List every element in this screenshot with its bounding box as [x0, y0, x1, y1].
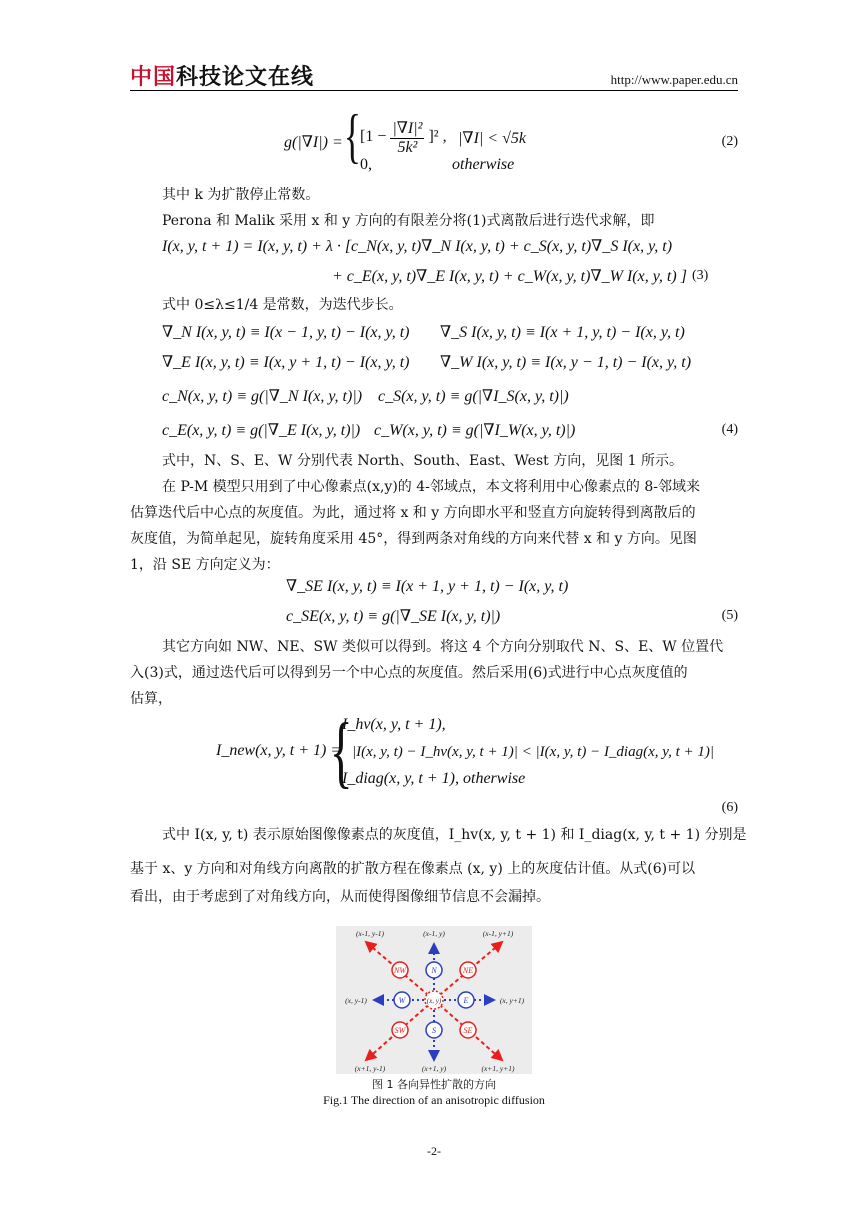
eq6-case2: I_diag(x, y, t + 1), otherwise [342, 770, 526, 787]
eq4-row3-a: c_N(x, y, t) ≡ g(|∇_N I(x, y, t)|) [162, 388, 363, 405]
node-sw-label: SW [394, 1026, 406, 1035]
anisotropic-diffusion-figure [336, 926, 532, 1074]
node-e-label: E [463, 996, 469, 1005]
coord-sw: (x+1, y-1) [354, 1064, 386, 1073]
eq3-line2: + c_E(x, y, t)∇_E I(x, y, t) + c_W(x, y, t)∇_W I(x, y, t) ] [332, 268, 687, 285]
coord-se: (x+1, y+1) [481, 1064, 515, 1073]
eq3-line1: I(x, y, t + 1) = I(x, y, t) + λ · [c_N(x, y, t)∇_N I(x, y, t) + c_S(x, y, t)∇_S I(x, y, t) [162, 238, 673, 255]
eq2-brace: { [343, 103, 362, 169]
para-lambda: 式中 0≤λ≤1/4 是常数，为迭代步长。 [162, 297, 403, 313]
node-center-label: (x, y) [426, 997, 442, 1005]
eq2-lhs: g(|∇I|) = [284, 134, 343, 151]
para-8neighbor-line4: 1，沿 SE 方向定义为： [130, 557, 280, 573]
eq2-case2: 0, [360, 156, 372, 173]
eq4-row4-b: c_W(x, y, t) ≡ g(|∇I_W(x, y, t)|) [374, 422, 576, 439]
para-perona-malik: Perona 和 Malik 采用 x 和 y 方向的有限差分将(1)式离散后进行迭代求解，即 [162, 213, 655, 229]
eq6-case1-cond: |I(x, y, t) − I_hv(x, y, t + 1)| < |I(x, y, t) − I_diag(x, y, t + 1)| [352, 744, 714, 760]
eq2-frac-den: 5k² [397, 139, 418, 156]
eq2-number: (2) [721, 134, 738, 149]
eq4-row4-a: c_E(x, y, t) ≡ g(|∇_E I(x, y, t)|) [162, 422, 361, 439]
coord-n: (x-1, y) [423, 929, 445, 938]
para-other-dirs-line1: 其它方向如 NW、NE、SW 类似可以得到。将这 4 个方向分别取代 N、S、E、W 位置代 [162, 639, 724, 655]
para-explain-line3: 看出，由于考虑到了对角线方向，从而使得图像细节信息不会漏掉。 [130, 889, 550, 905]
node-se-label: SE [463, 1026, 473, 1035]
journal-logo: 中国科技论文在线 [130, 65, 315, 90]
coord-s: (x+1, y) [421, 1064, 447, 1073]
node-ne-label: NE [462, 966, 474, 975]
coord-nw: (x-1, y-1) [356, 929, 384, 938]
eq6-number: (6) [721, 800, 738, 815]
figure-caption-cn: 图 1 各向异性扩散的方向 [372, 1078, 496, 1091]
node-s-label: S [432, 1026, 436, 1035]
eq5-line2: c_SE(x, y, t) ≡ g(|∇_SE I(x, y, t)|) [286, 608, 501, 625]
eq6-brace: { [329, 708, 353, 796]
coord-w: (x, y-1) [345, 996, 367, 1005]
eq2-frac-num: |∇I|² [392, 120, 423, 137]
para-8neighbor-line3: 灰度值，为简单起见，旋转角度采用 45°，得到两条对角线的方向来代替 x 和 y 方向。见图 [130, 531, 697, 547]
eq2-case1-cond: |∇I| < √5k [458, 130, 526, 147]
eq3-number: (3) [692, 268, 709, 283]
eq6-lhs: I_new(x, y, t + 1) = [216, 742, 342, 759]
para-other-dirs-line2: 入(3)式，通过迭代后可以得到另一个中心点的灰度值。然后采用(6)式进行中心点灰度值的 [130, 665, 688, 681]
page-number: -2- [427, 1144, 441, 1158]
node-nw-label: NW [394, 966, 406, 975]
eq4-row1-b: ∇_S I(x, y, t) ≡ I(x + 1, y, t) − I(x, y, t) [440, 324, 685, 341]
eq5-number: (5) [721, 608, 738, 623]
node-w-label: W [398, 996, 406, 1005]
para-8neighbor-line1: 在 P-M 模型只用到了中心像素点(x,y)的 4-邻域点，本文将利用中心像素点的 8-邻域来 [162, 479, 700, 495]
eq4-row2-a: ∇_E I(x, y, t) ≡ I(x, y + 1, t) − I(x, y, t) [162, 354, 410, 371]
para-k: 其中 k 为扩散停止常数。 [162, 187, 320, 203]
figure-caption-en: Fig.1 The direction of an anisotropic diffusion [323, 1093, 545, 1107]
eq2-case1: [1 − $\frac{\text{|∇I|²}}{\text{5k²}}$ ]² , [360, 120, 447, 156]
eq4-row1-a: ∇_N I(x, y, t) ≡ I(x − 1, y, t) − I(x, y, t) [162, 324, 410, 341]
eq5-line1: ∇_SE I(x, y, t) ≡ I(x + 1, y + 1, t) − I(x, y, t) [286, 578, 569, 595]
node-n-label: N [431, 966, 437, 975]
eq4-row2-b: ∇_W I(x, y, t) ≡ I(x, y − 1, t) − I(x, y, t) [440, 354, 692, 371]
header-url[interactable]: http://www.paper.edu.cn [610, 72, 738, 87]
coord-ne: (x-1, y+1) [482, 929, 514, 938]
coord-e: (x, y+1) [499, 996, 525, 1005]
para-other-dirs-line3: 估算， [130, 691, 172, 707]
eq6-case1: I_hv(x, y, t + 1), [342, 716, 446, 733]
header-rule [130, 90, 738, 91]
eq4-row3-b: c_S(x, y, t) ≡ g(|∇I_S(x, y, t)|) [378, 388, 569, 405]
para-nsew: 式中，N、S、E、W 分别代表 North、South、East、West 方向，见图 1 所示。 [162, 453, 684, 469]
para-explain-line1: 式中 I(x, y, t) 表示原始图像像素点的灰度值，I_hv(x, y, t + 1) 和 I_diag(x, y, t + 1) 分别是 [162, 827, 747, 843]
para-8neighbor-line2: 估算迭代后中心点的灰度值。为此，通过将 x 和 y 方向即水平和竖直方向旋转得到离散后的 [130, 505, 696, 521]
para-explain-line2: 基于 x、y 方向和对角线方向离散的扩散方程在像素点 (x, y) 上的灰度估计值。从式(6)可以 [130, 861, 696, 877]
eq2-case2-cond: otherwise [452, 156, 515, 173]
eq4-number: (4) [721, 422, 738, 437]
